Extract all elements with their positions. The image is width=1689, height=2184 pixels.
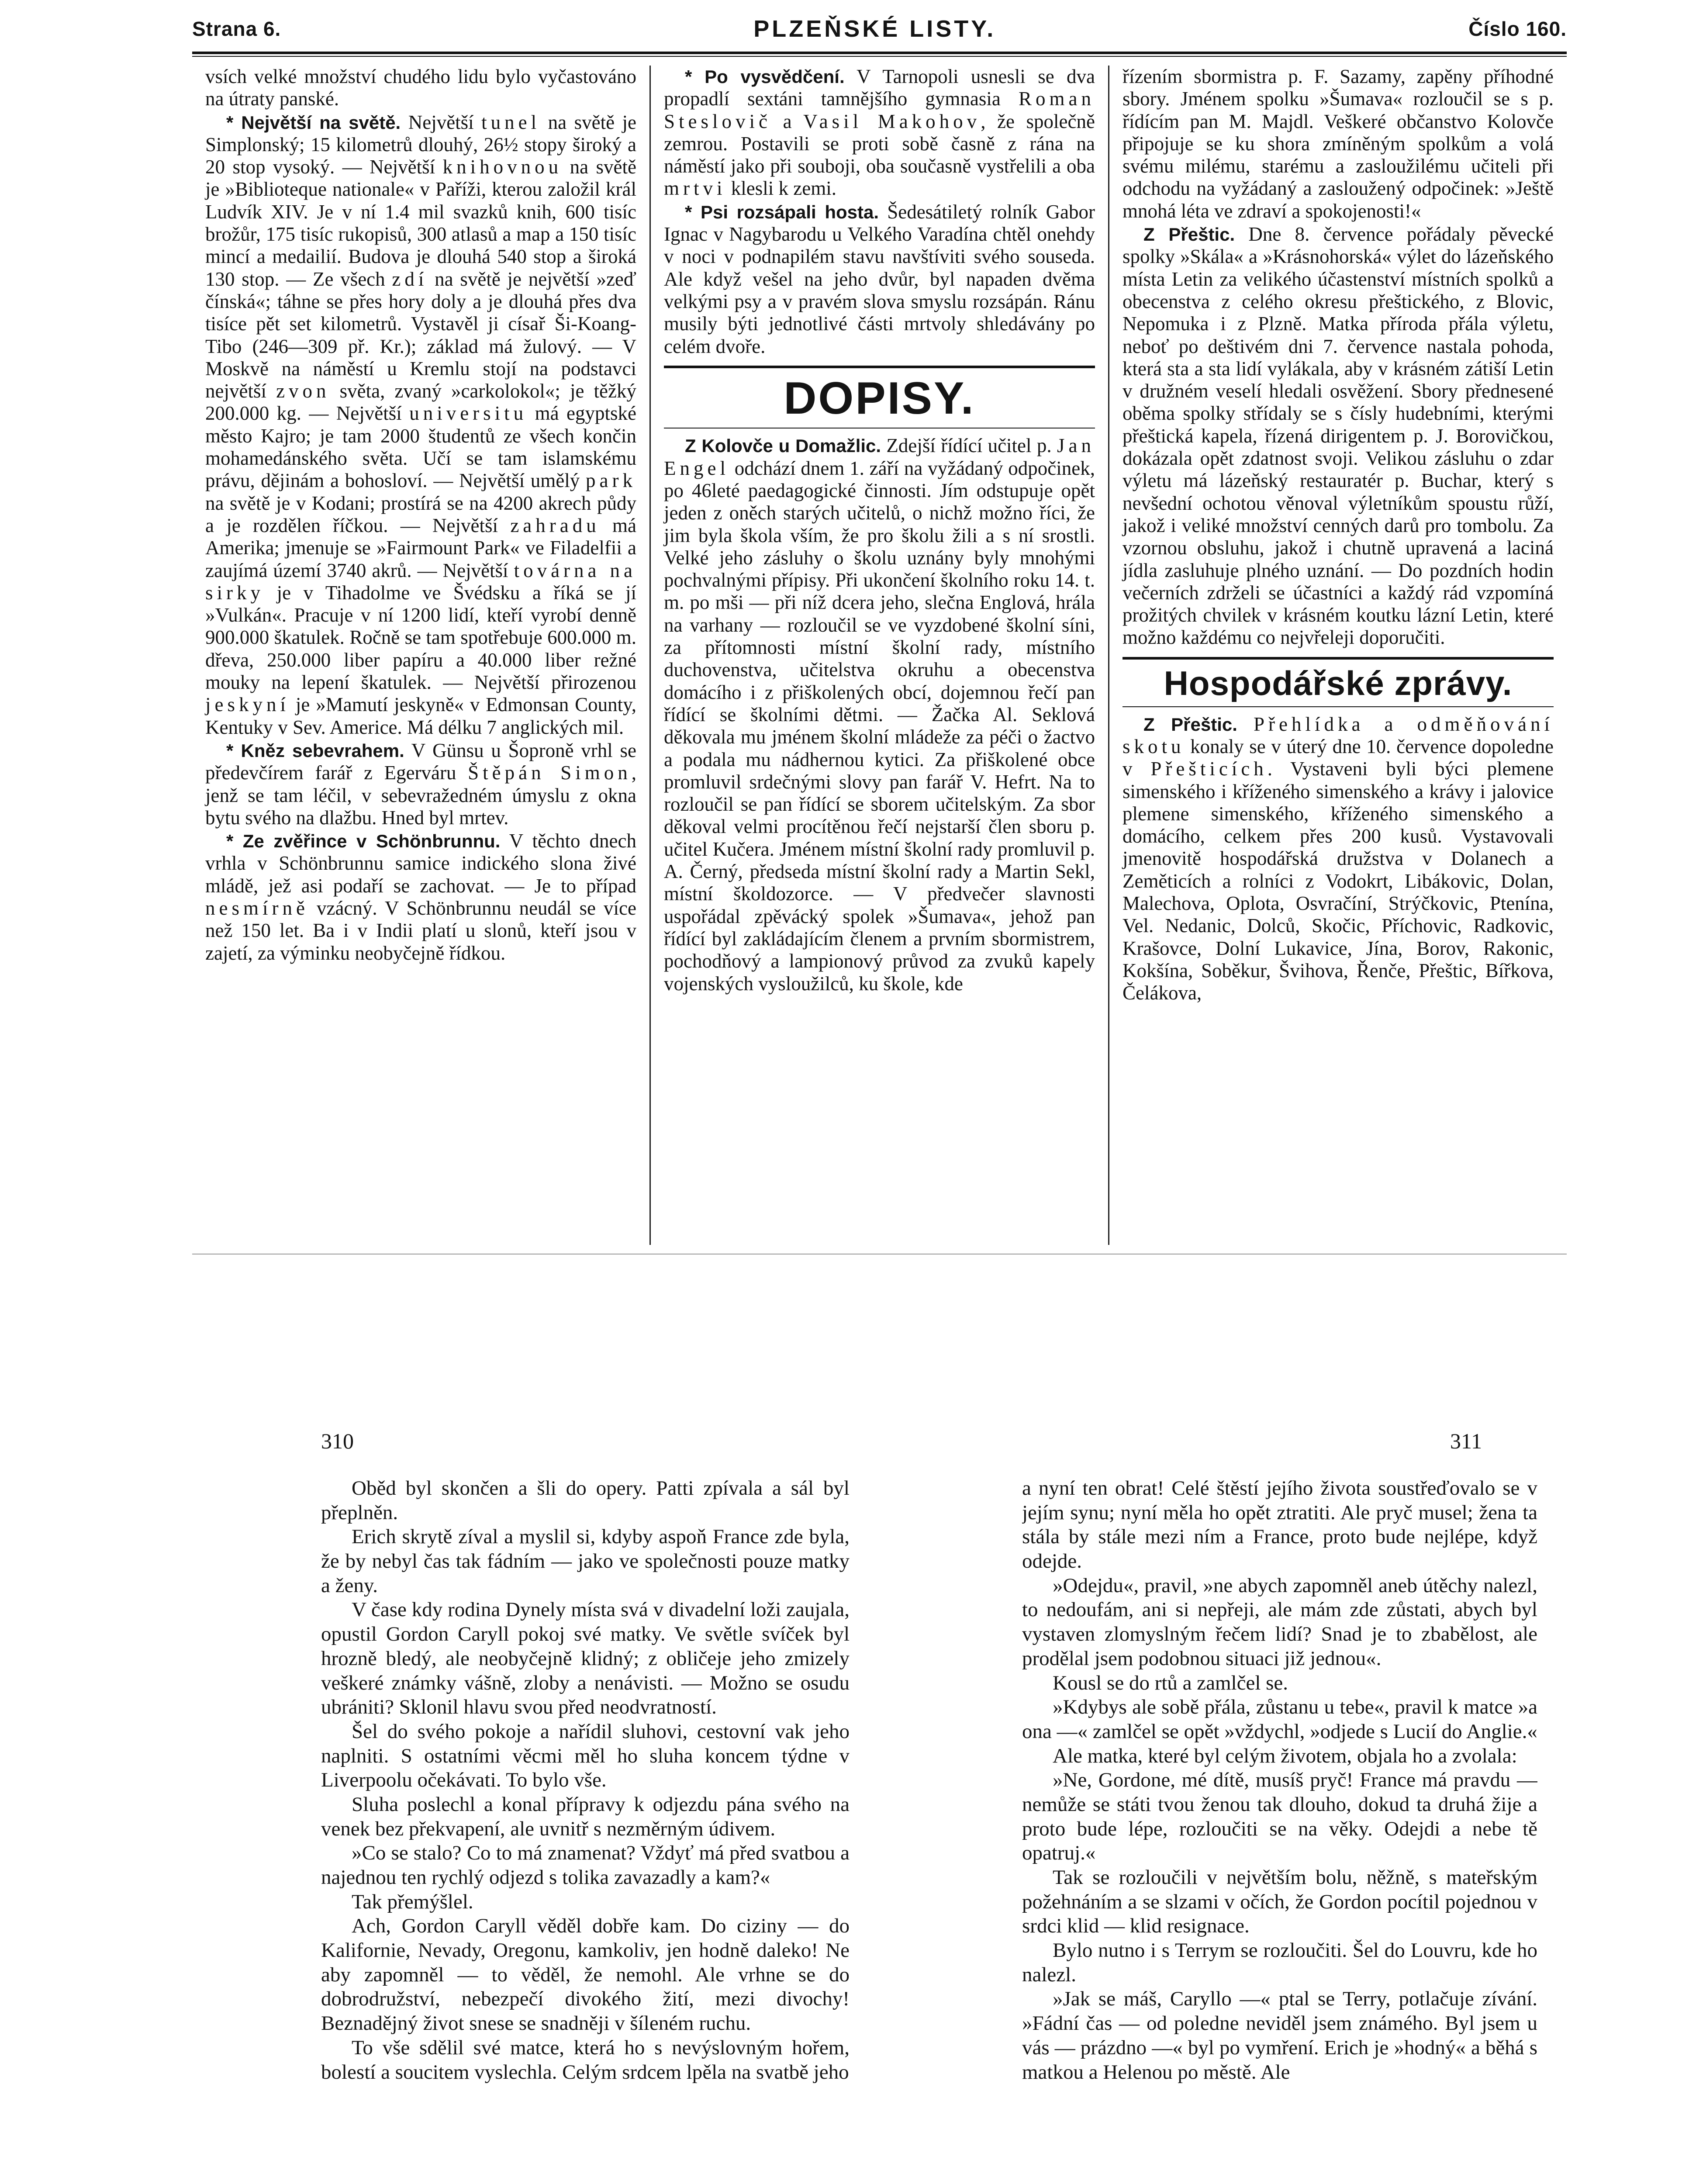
article-zverinec: * Ze zvěřince v Schönbrunnu. V těchto dnech vrhla v Schönbrunnu samice indického slona živé mládě, jež asi podaří se zachovat. — Je to případ nesmírně vzácný. V Schönbrunnu neudál se více než 150 let. Ba i v Indii platí u slonů, kteří jsou v zajetí, za výminku neobyčejně řídkou. [205, 830, 636, 964]
novel-paragraph: To vše sdělil své matce, která ho s nevýslovným hořem, bolestí a soucitem vyslechla. Celým srdcem lpěla na svatbě jeho [321, 2036, 850, 2084]
column-2 [649, 66, 1108, 1245]
article-z-prestic-prehlidka: Z Přeštic. Přehlídka a odměňování skotu konaly se v úterý dne 10. července dopoledne v Přešticích. Vystaveni byli býci plemene simenského i kříženého simenského a krávy i jalovice plemene simenského, kříženého simenského a domácího, celkem přes 200 kusů. Vystavovali jmenovitě hospodářská družstva v Dolanech a Zeměticích a rolníci z Vodokrt, Libákovic, Dolan, Malechova, Oplota, Osvračíní, Strýčkovic, Ptenína, Vel. Nedanic, Dolců, Skočic, Příchovic, Radkovic, Krašovce, Dolní Lukavice, Jína, Borov, Rakonic, Kokšína, Soběkur, Švihova, Řenče, Přeštic, Bířkova, Čelákova, [1123, 713, 1554, 1004]
novel-paragraph: »Ne, Gordone, mé dítě, musíš pryč! France má pravdu — nemůže se státi tvou ženou tak dlouho, dokud ta druhá žije a proto bude lépe, rozloučiti se na věky. Odejdi a nebe tě opatruj.« [1022, 1769, 1537, 1865]
masthead [192, 8, 1567, 50]
article-paragraph: vsích velké množství chudého lidu bylo vyčastováno na útraty panské. [205, 66, 636, 110]
page-label: Strana 6. [192, 17, 281, 40]
newspaper-title: PLZEŇSKÉ LISTY. [753, 16, 996, 42]
article-najvetsi-na-svete: * Největší na světě. Největší tunel na světě je Simplonský; 15 kilometrů dlouhý, 26½ stopy široký a 20 stop vysoký. — Největší knihovnou na světě je »Biblioteque nationale« v Paříži, kterou založil král Ludvík XIV. Je v ní 1.4 mil svazků knih, 600 tisíc brožůr, 175 tisíc rukopisů, 300 atlasů a map a 150 tisíc mincí a medailií. Budova je dlouhá 540 stop a široká 130 stop. — Ze všech zdí na světě je největší »zeď čínská«; táhne se přes hory doly a je dlouhá přes dva tisíce pět set kilometrů. Vystavěl ji císař Ši-Koang-Tibo (246—309 př. Kr.); základ má žulový. — V Moskvě na náměstí u Kremlu stojí na podstavci největší zvon světa, zvaný »carkolokol«; je těžký 200.000 kg. — Největší universitu má egyptské město Kajro; je tam 2000 študentů ze všech končin mohamedánského světa. Učí se tam islamskému právu, dějinám a bohosloví. — Největší umělý park na světě je v Kodani; prostírá se na 4200 akrech půdy a je rozdělen říčkou. — Největší zahradu má Amerika; jmenuje se »Fairmount Park« ve Filadelfii a zaujímá území 3740 akrů. — Největší továrna na sirky je v Tihadolme ve Švédsku a říká se jí »Vulkán«. Pracuje v ní 1200 lidí, kteří vyrobí denně 900.000 škatulek. Ročně se tam spotřebuje 600.000 m. dřeva, 250.000 liber papíru a 40.000 liber režné mouky na lepení škatulek. — Největší přirozenou jeskyní je »Mamutí jeskyně« v Edmonsan County, Kentuky v Sev. Americe. Má délku 7 anglických mil. [205, 111, 637, 738]
article-heading: Z Kolovče u Domažlic. [685, 435, 881, 456]
issue-label: Číslo 160. [1468, 17, 1567, 40]
article-heading: * Po vysvědčení. [685, 66, 845, 87]
novel-page-right [1022, 1476, 1537, 2184]
novel-paragraph: Ach, Gordon Caryll věděl dobře kam. Do ciziny — do Kalifornie, Nevady, Oregonu, kamkoliv, jen hodně daleko! Ne aby zapomněl — to věděl, že nemohl. Ale vrhne se do dobrodružství, nebezpečí divokého žití, mezi divochy! Beznadějný život snese se snadněji v šíleném ruchu. [321, 1914, 850, 2035]
novel-paragraph: Tak se rozloučili v největším bolu, něžně, s mateřským požehnáním a se slzami v očích, že Gordon pocítil pojednou v srdci klid — klid resignace. [1022, 1866, 1537, 1938]
upper-columns [192, 66, 1567, 1245]
column-3 [1108, 66, 1567, 1245]
novel-paragraph: V čase kdy rodina Dynely místa svá v divadelní loži zaujala, opustil Gordon Caryll pokoj své matky. Ve světle svíček byl hrozně bledý, ale neobyčejně klidný; z obličeje jeho zmizely veškeré známky vášně, zloby a nenávisti. — Možno se osudu ubrániti? Sklonil hlavu svou před neodvratností. [321, 1598, 850, 1719]
novel-page-number-left: 310 [321, 1429, 354, 1453]
novel-paragraph: »Co se stalo? Co to má znamenat? Vždyť má před svatbou a najednou ten rychlý odjezd s tolika zavazadly a kam?« [321, 1842, 850, 1889]
article-heading: * Psi rozsápali hosta. [685, 201, 879, 222]
novel-page-left [321, 1476, 850, 2184]
article-po-vysvedceni: * Po vysvědčení. V Tarnopoli usnesli se dva propadlí sextáni tamnějšího gymnasia Roman Steslovič a Vasil Makohov, že společně zemrou. Postavili se proti sobě časně z rána na náměstí jako při souboji, oba současně vystřelili a oba mrtvi klesli k zemi. [664, 66, 1095, 200]
article-knez-sebevrahem: * Kněz sebevrahem. V Günsu u Šoproně vrhl se předevčírem farář z Egerváru Štěpán Simon, jenž se tam léčil, v sebevražedném úmyslu z okna bytu svého na dlažbu. Hned byl mrtev. [205, 739, 636, 829]
novel-paragraph: a nyní ten obrat! Celé štěstí jejího života soustřeďovalo se v jejím synu; nyní měla ho opět ztratiti. Ale pryč musel; žena ta stála by stále mezi ním a France, proto bude nejlépe, když odejde. [1022, 1477, 1537, 1573]
section-title-hospodarske-zpravy: Hospodářské zprávy. [1123, 657, 1554, 707]
article-psi-rozsapali-hosta: * Psi rozsápali hosta. Šedesátiletý rolník Gabor Ignac v Nagybarodu u Velkého Varadína chtěl onehdy v noci v podnapilém stavu navštíviti svého souseda. Ale když vešel na jeho dvůr, byl napaden dvěma velkými psy a v pravém slova smyslu rozsápán. Ránu musily býti jednotlivé části mrtvoly shledávány po celém dvoře. [664, 200, 1095, 357]
novel-paragraph: Kousl se do rtů a zamlčel se. [1053, 1671, 1288, 1694]
article-heading: * Největší na světě. [226, 112, 401, 133]
article-heading: * Ze zvěřince v Schönbrunnu. [226, 831, 501, 852]
novel-paragraph: »Odejdu«, pravil, »ne abych zapomněl aneb útěchy nalezl, to nedoufám, ani si nepřeji, ale mám zde zůstati, abych byl vystaven zlomyslným řečem lidí? Snad je to zbabělost, ale prodělal jsem podobnou situaci již jednou«. [1022, 1574, 1537, 1670]
novel-paragraph: Sluha poslechl a konal přípravy k odjezdu pána svého na venek bez překvapení, ale uvnitř s nezměrným údivem. [321, 1793, 850, 1840]
article-z-prestic-vylet: Z Přeštic. Dne 8. července pořádaly pěvecké spolky »Skála« a »Krásnohorská« výlet do lázeňského místa Letin za velikého účastenství místních spolků a obecenstva z celého okresu přeštického, z Blovic, Nepomuka i z Plzně. Matka příroda přála výletu, neboť po deštivém dni 7. července nastala pohoda, která sta a sta lidí vylákala, aby v krásném zátiší Letin v družném veselí hledali osvěžení. Sbory přednesené oběma spolky střídaly se s čísly hudebními, kterými přeštická kapela, řízená dirigentem p. J. Borovičkou, dokázala opět zdatnost svoji. Velikou zásluhu o zdar výletu má lázeňský restauratér p. Buchar, který s nevšední ochotou věnoval výletníkům spoustu růží, jakož i veliké množství cenných darů pro tombolu. Za vzornou obsluhu, jakož i chutně upravená a laciná jídla zasluhuje plného uznání. — Do pozdních hodin večerních zdrželi se účastníci a každý rád vzpomíná prožitých chvilek v krásném koutku lázní Letin, které možno každému co nejvřeleji doporučiti. [1123, 223, 1554, 649]
section-title-dopisy: DOPISY. [664, 366, 1095, 429]
article-heading: Z Přeštic. [1143, 224, 1235, 245]
column-1 [192, 66, 649, 1245]
header-rule [192, 52, 1567, 57]
article-paragraph: řízením sbormistra p. F. Sazamy, zapěny příhodné sbory. Jménem spolku »Šumava« rozloučil se s p. řídícím pan M. Majdl. Veškeré občanstvo Kolovče připojuje se ku shora zmíněným spolkům a volá svému milému, starému a zasloužilému učiteli při odchodu na vyžádaný a zasloužený odpočinek: »Ještě mnohá léta ve zdraví a spokojenosti!« [1123, 66, 1554, 222]
novel-paragraph: Ale matka, které byl celým životem, objala ho a zvolala: [1053, 1744, 1517, 1767]
article-z-kolovce: Z Kolovče u Domažlic. Zdejší řídící učitel p. Jan Engel odchází dnem 1. září na vyžádaný odpočinek, po 46leté paedagogické činnosti. Jím odstupuje opět jeden z oněch starých učitelů, o nichž možno říci, že jim byla škola vším, že pro školu žili a s ní srostli. Velké jeho zásluhy o školu uznány byly mnohými pochvalnými přípisy. Při ukončení školního roku 14. t. m. po mši — při níž dcera jeho, slečna Englová, hrála na varhany — rozloučil se ve vyzdobené školní síni, za přítomnosti místní školní rady, místního duchovenstva, učitelstva okruhu a obecenstva domácího i z přiškolených obcí, dojemnou řečí pan řídící se školními dětmi. — Žačka Al. Seklová děkovala mu jménem školní mládeže za péči o žactvo a podala mu nádhernou kytici. Za přiškolené obce promluvil srdečnými slovy pan farář V. Hefrt. Na to rozloučil se pan řídící se sborem učitelským. Za sbor děkoval velmi procítěnou řečí nejstarší člen sboru p. učitel Kučera. Jménem místní školní rady promluvil p. A. Černý, předseda místní školní rady a Martin Sekl, místní školdozorce. — V předvečer slavnosti uspořádal zpěvácký spolek »Šumava«, jehož pan řídící byl zakládajícím členem a prvním sbormistrem, pochodňový a lampionový průvod za zvuků kapely vojenských vysloužilců, ku škole, kde [664, 435, 1095, 995]
novel-page-number-right: 311 [1450, 1429, 1482, 1453]
novel-paragraph: Erich skrytě zíval a myslil si, kdyby aspoň France zde byla, že by nebyl čas tak fádním — jako ve společnosti pouze matky a ženy. [321, 1525, 850, 1597]
novel-paragraph: Tak přemýšlel. [352, 1890, 473, 1913]
novel-paragraph: Šel do svého pokoje a nařídil sluhovi, cestovní vak jeho naplniti. S ostatními věcmi měl ho sluha koncem týdne v Liverpoolu očekávati. To bylo vše. [321, 1720, 850, 1792]
novel-paragraph: Oběd byl skončen a šli do opery. Patti zpívala a sál byl přeplněn. [321, 1477, 850, 1524]
article-heading: Z Přeštic. [1143, 714, 1237, 735]
novel-paragraph: »Kdybys ale sobě přála, zůstanu u tebe«, pravil k matce »a ona —« zamlčel se opět »vždychl, »odjede s Lucií do Anglie.« [1022, 1696, 1537, 1743]
article-heading: * Kněz sebevrahem. [226, 740, 404, 761]
novel-paragraph: »Jak se máš, Caryllo —« ptal se Terry, potlačuje zívání. »Fádní čas — od poledne neviděl jsem známého. Byl jsem u vás — prázdno —« byl po vymření. Erich je »hodný« a běhá s matkou a Helenou po městě. Ale [1022, 1987, 1537, 2084]
novel-paragraph: Bylo nutno i s Terrym se rozloučiti. Šel do Louvru, kde ho nalezl. [1022, 1939, 1537, 1986]
